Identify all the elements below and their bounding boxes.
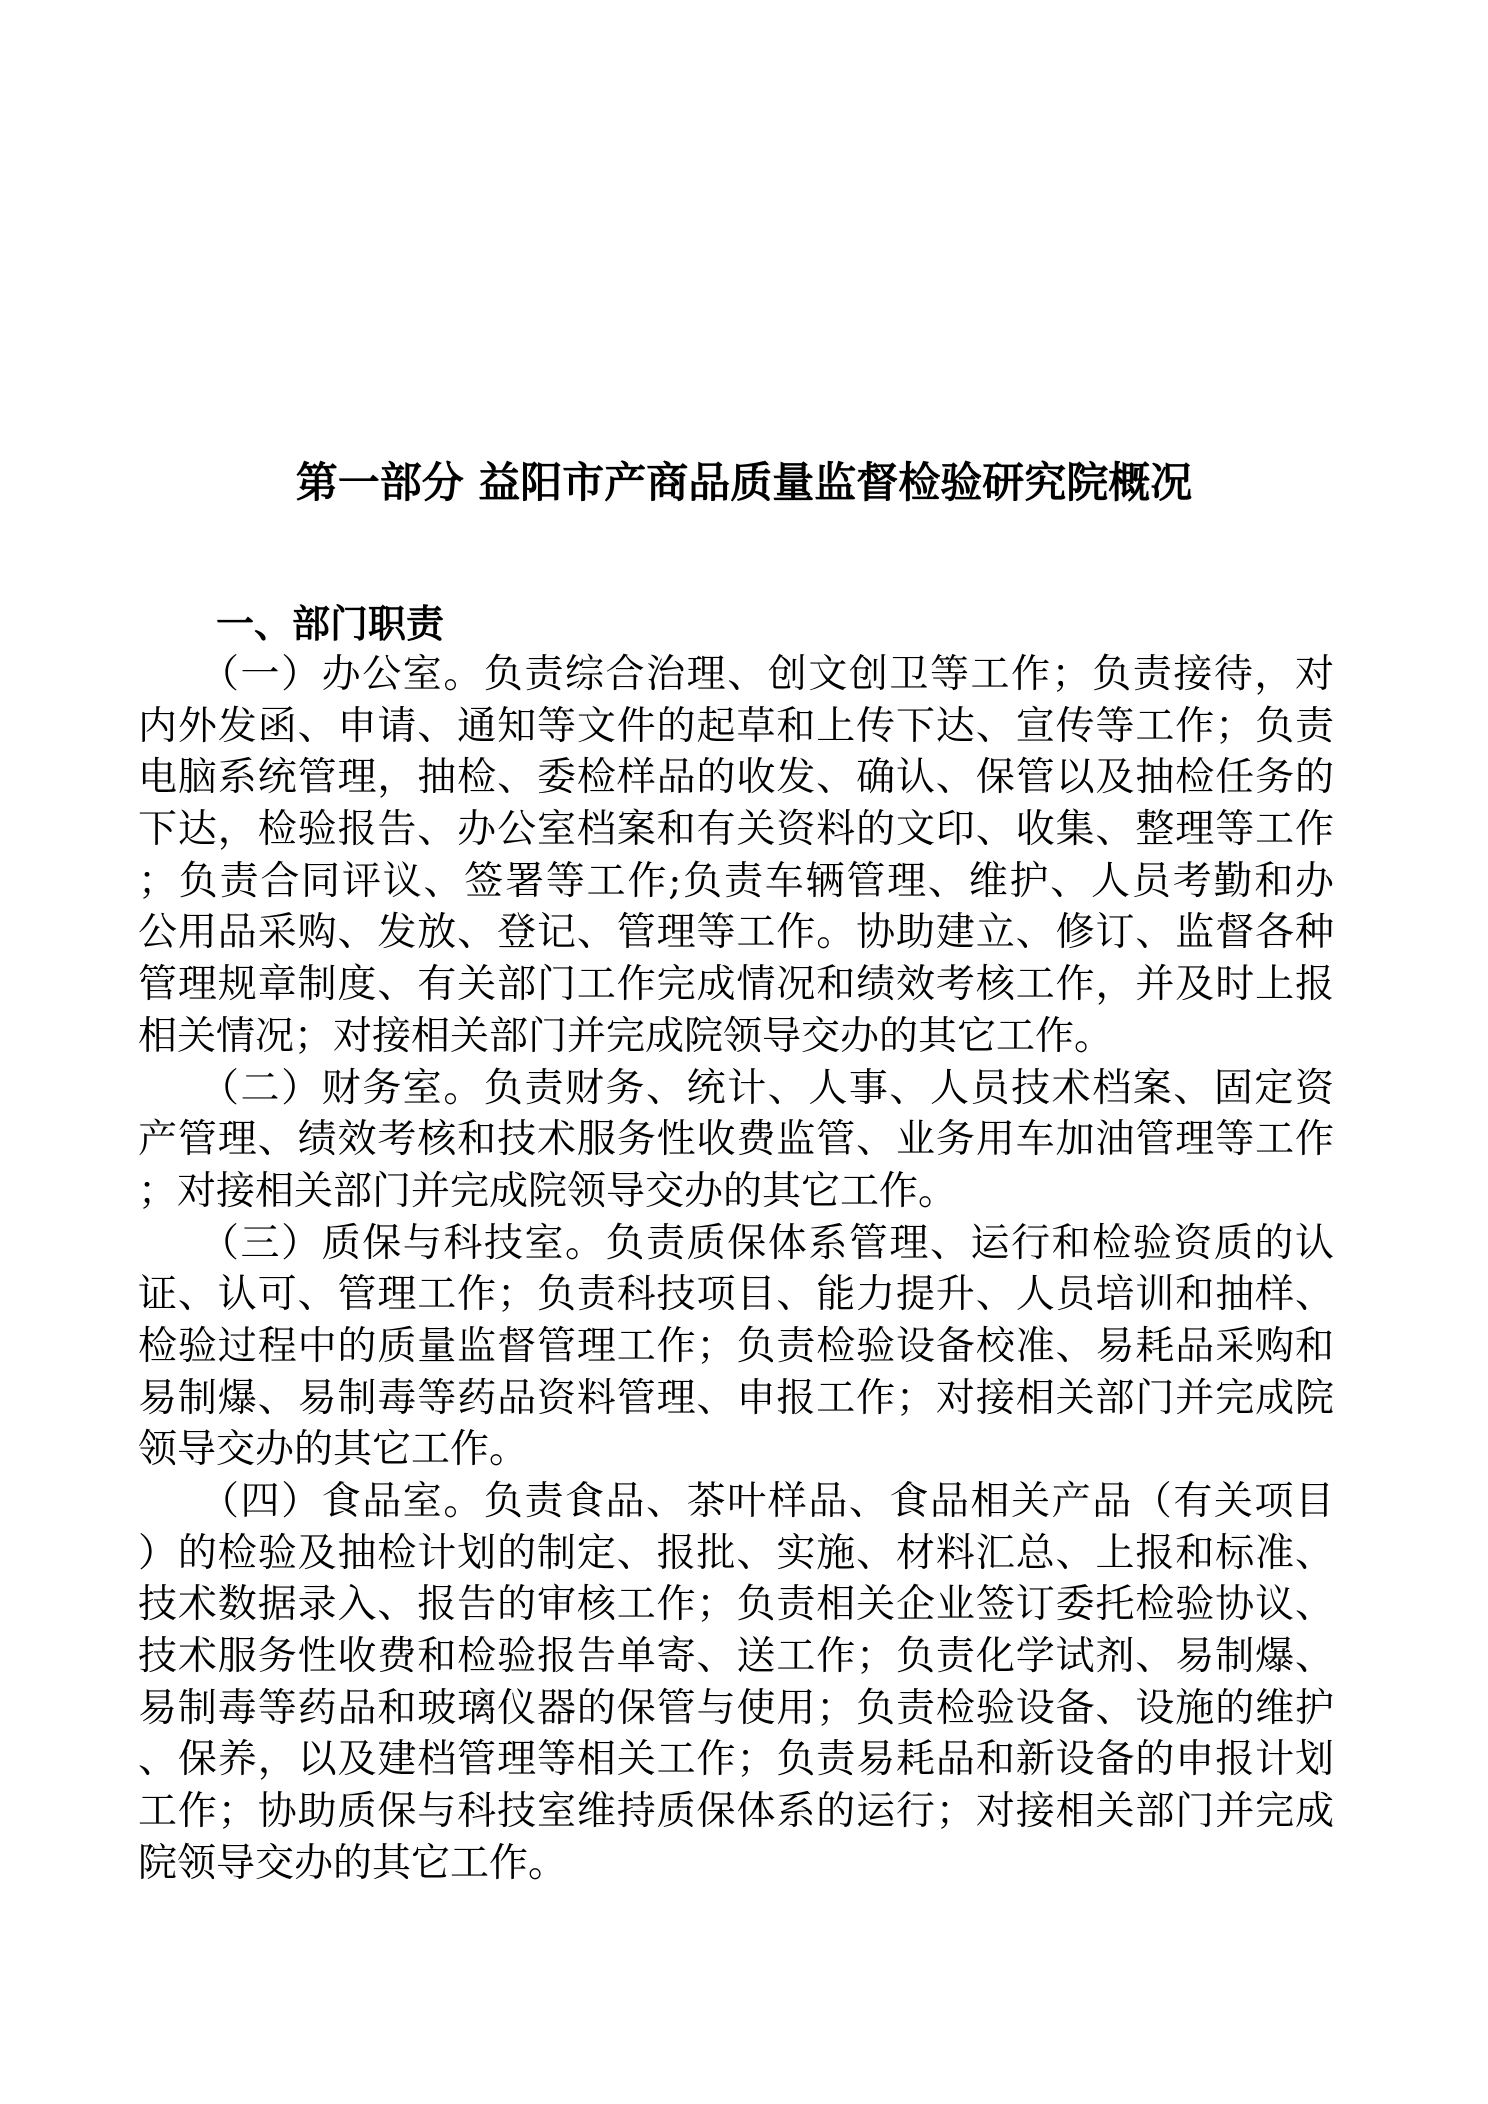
paragraph-line: 下达，检验报告、办公室档案和有关资料的文印、收集、整理等工作 [138, 807, 1334, 853]
paragraph-line: 易制爆、易制毒等药品资料管理、申报工作；对接相关部门并完成院 [138, 1375, 1334, 1421]
paragraph-line: 相关情况；对接相关部门并完成院领导交办的其它工作。 [138, 1013, 1114, 1059]
paragraph-line: 电脑系统管理，抽检、委检样品的收发、确认、保管以及抽检任务的 [138, 755, 1334, 801]
paragraph-line: 产管理、绩效考核和技术服务性收费监管、业务用车加油管理等工作 [138, 1117, 1334, 1163]
section-heading: 一、部门职责 [216, 602, 445, 646]
paragraph-line: ；对接相关部门并完成院领导交办的其它工作。 [138, 1168, 958, 1214]
paragraph-line: 证、认可、管理工作；负责科技项目、能力提升、人员培训和抽样、 [138, 1272, 1334, 1318]
paragraph-line: 管理规章制度、有关部门工作完成情况和绩效考核工作，并及时上报 [138, 962, 1334, 1008]
paragraph-line: 、保养，以及建档管理等相关工作；负责易耗品和新设备的申报计划 [138, 1737, 1334, 1783]
paragraph-line: （二）财务室。负责财务、统计、人事、人员技术档案、固定资 [200, 1065, 1334, 1111]
paragraph-line: （四）食品室。负责食品、茶叶样品、食品相关产品（有关项目 [200, 1479, 1334, 1524]
paragraph-line: 易制毒等药品和玻璃仪器的保管与使用；负责检验设备、设施的维护 [138, 1685, 1334, 1731]
paragraph-line: （一）办公室。负责综合治理、创文创卫等工作；负责接待，对 [200, 652, 1334, 697]
paragraph-line: 工作；协助质保与科技室维持质保体系的运行；对接相关部门并完成 [138, 1789, 1334, 1835]
paragraph-line: 技术数据录入、报告的审核工作；负责相关企业签订委托检验协议、 [138, 1582, 1334, 1628]
document-body [138, 649, 1334, 1890]
paragraph-line: 内外发函、申请、通知等文件的起草和上传下达、宣传等工作；负责 [138, 703, 1334, 749]
paragraph-line: ；负责合同评议、签署等工作;负责车辆管理、维护、人员考勤和办 [138, 858, 1334, 904]
paragraph-line: 院领导交办的其它工作。 [138, 1840, 568, 1886]
page-title: 第一部分 益阳市产商品质量监督检验研究院概况 [295, 458, 1193, 507]
paragraph-line: （三）质保与科技室。负责质保体系管理、运行和检验资质的认 [200, 1220, 1334, 1266]
paragraph-line: 公用品采购、发放、登记、管理等工作。协助建立、修订、监督各种 [138, 910, 1334, 956]
paragraph-line: ）的检验及抽检计划的制定、报批、实施、材料汇总、上报和标准、 [138, 1530, 1334, 1576]
paragraph-line: 技术服务性收费和检验报告单寄、送工作；负责化学试剂、易制爆、 [138, 1634, 1334, 1680]
paragraph-line: 检验过程中的质量监督管理工作；负责检验设备校准、易耗品采购和 [138, 1323, 1334, 1369]
paragraph-line: 领导交办的其它工作。 [138, 1427, 529, 1473]
